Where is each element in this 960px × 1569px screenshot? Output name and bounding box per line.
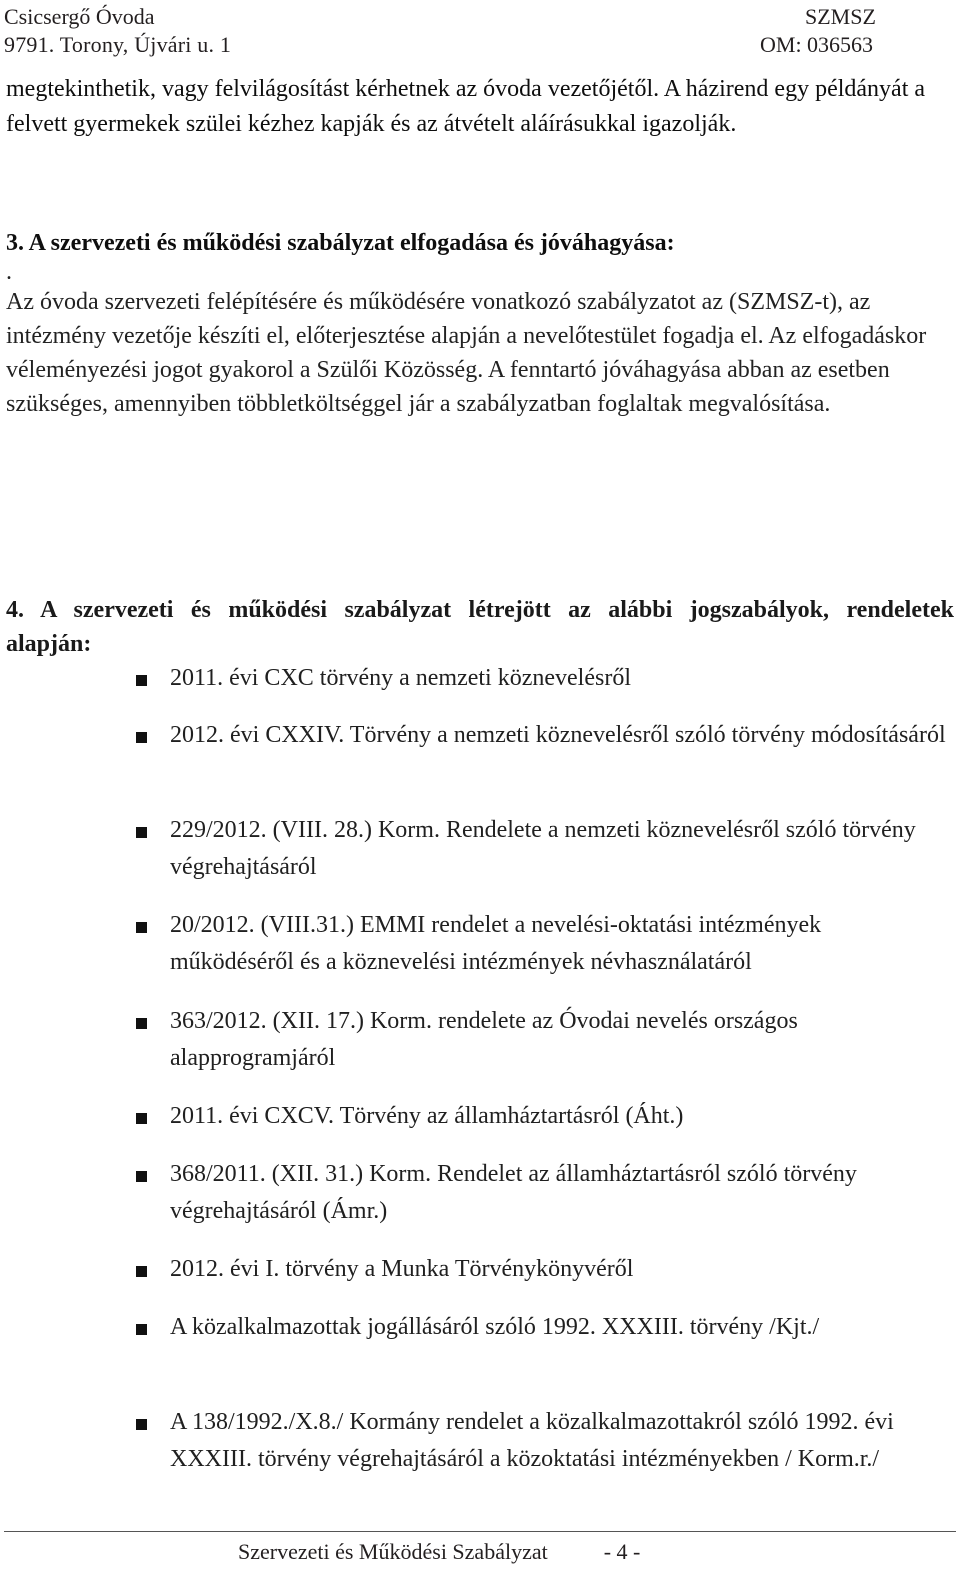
intro-paragraph: megtekinthetik, vagy felvilágosítást kérhetnek az óvoda vezetőjétől. A házirend egy példányát a felvett gyermekek szülei kézhez kapják és az átvételt aláírásukkal igazolják.: [6, 76, 926, 137]
square-bullet-icon: [136, 922, 147, 933]
square-bullet-icon: [136, 1018, 147, 1029]
square-bullet-icon: [136, 827, 147, 838]
square-bullet-icon: [136, 1171, 147, 1182]
section-3-dot: .: [6, 259, 12, 285]
section-4-heading: 4. A szervezeti és működési szabályzat létrejött az alábbi jogszabályok, rendeletek alapján:: [6, 597, 954, 657]
law-item-text: 20/2012. (VIII.31.) EMMI rendelet a nevelési-oktatási intézmények működéséről és a köznevelési intézmények névhasználatáról: [170, 912, 822, 975]
footer-title: Szervezeti és Működési Szabályzat: [238, 1539, 548, 1564]
header-om-id: OM: 036563: [760, 32, 874, 57]
law-item-text: A 138/1992./X.8./ Kormány rendelet a közalkalmazottakról szóló 1992. évi XXXIII. törvény végrehajtásáról a közoktatási intézményekben / Korm.r./: [170, 1409, 894, 1472]
law-item-text: 363/2012. (XII. 17.) Korm. rendelete az Óvodai nevelés országos alapprogramjáról: [170, 1008, 798, 1071]
square-bullet-icon: [136, 1266, 147, 1277]
intro-block: [6, 72, 954, 142]
header-address: 9791. Torony, Újvári u. 1: [4, 32, 232, 57]
square-bullet-icon: [136, 1113, 147, 1124]
page-header: [4, 3, 908, 59]
footer-divider: [4, 1531, 956, 1532]
square-bullet-icon: [136, 1419, 147, 1430]
law-item-text: 368/2011. (XII. 31.) Korm. Rendelet az államháztartásról szóló törvény végrehajtásáról (Ámr.): [170, 1161, 857, 1224]
square-bullet-icon: [136, 1324, 147, 1335]
square-bullet-icon: [136, 732, 147, 743]
law-item-text: 2012. évi CXXIV. Törvény a nemzeti köznevelésről szóló törvény módosításáról: [170, 722, 946, 748]
header-institution: Csicsergő Óvoda: [4, 4, 155, 29]
law-item-text: 2011. évi CXCV. Törvény az államháztartásról (Áht.): [170, 1103, 684, 1129]
section-3-heading: 3. A szervezeti és működési szabályzat elfogadása és jóváhagyása:: [6, 230, 675, 256]
header-doc-code: SZMSZ: [805, 4, 876, 29]
page-footer: [238, 1538, 640, 1566]
law-item-text: A közalkalmazottak jogállásáról szóló 1992. XXXIII. törvény /Kjt./: [170, 1314, 820, 1340]
law-item-text: 2012. évi I. törvény a Munka Törvénykönyvéről: [170, 1256, 634, 1282]
page-number: - 4 -: [603, 1539, 641, 1564]
square-bullet-icon: [136, 675, 147, 686]
section-3-paragraph: Az óvoda szervezeti felépítésére és működésére vonatkozó szabályzatot az (SZMSZ-t), az intézmény vezetője készíti el, előterjesztése alapján a nevelőtestület fogadja el. Az elfogadáskor véleményezési jogot gyakorol a Szülői Közösség. A fenntartó jóváhagyása abban az esetben szükséges, amennyiben többletköltséggel jár a szabályzatban foglaltak megvalósítása.: [6, 289, 927, 417]
law-item-text: 229/2012. (VIII. 28.) Korm. Rendelete a nemzeti köznevelésről szóló törvény végrehajtásáról: [170, 817, 916, 880]
law-item-text: 2011. évi CXC törvény a nemzeti köznevelésről: [170, 665, 631, 691]
